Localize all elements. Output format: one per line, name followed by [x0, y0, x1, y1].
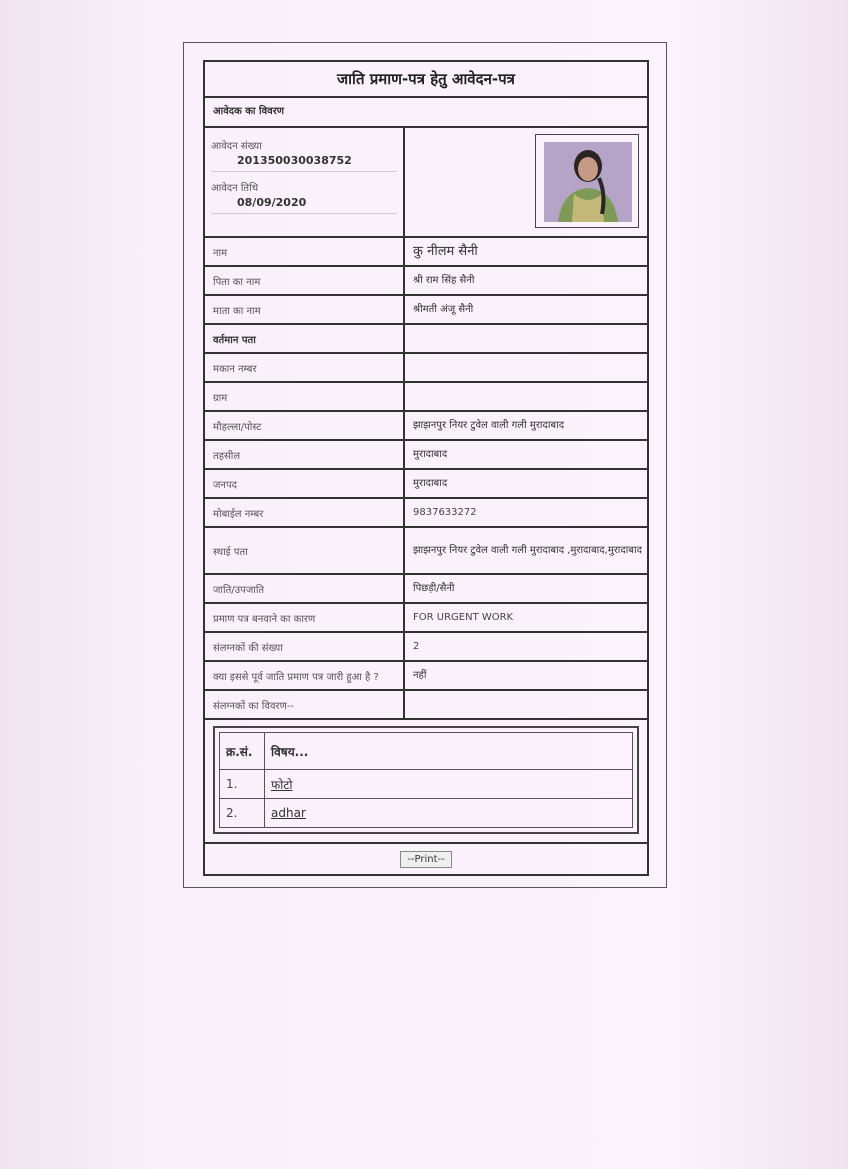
- row-value: झाझनपुर नियर टुवेल वाली गली मुरादाबाद: [413, 419, 565, 431]
- divider: [211, 213, 397, 214]
- row-value: [405, 383, 647, 410]
- row-label: वर्तमान पता: [205, 325, 405, 352]
- applicant-photo: [544, 142, 632, 222]
- row-label: प्रमाण पत्र बनवाने का कारण: [205, 604, 405, 631]
- row-value: श्रीमती अंजू सैनी: [413, 303, 474, 315]
- row-label: नाम: [205, 238, 405, 265]
- row-reason: [205, 604, 647, 633]
- row-father-name: [205, 267, 647, 296]
- application-number: 201350030038752: [237, 154, 352, 167]
- row-label: संलग्नकों का विवरण--: [205, 691, 405, 718]
- application-number-label: आवेदन संख्या: [211, 141, 262, 152]
- attachment-cell: [265, 799, 633, 828]
- row-value: 9837633272: [413, 506, 477, 518]
- row-attachment-details: [205, 691, 647, 720]
- attachment-link[interactable]: फोटो: [271, 777, 293, 792]
- row-label: स्थाई पता: [205, 528, 405, 573]
- row-label: मकान नम्बर: [205, 354, 405, 381]
- row-house-number: [205, 354, 647, 383]
- print-button[interactable]: --Print--: [400, 851, 451, 868]
- form-title: जाति प्रमाण-पत्र हेतु आवेदन-पत्र: [205, 62, 647, 98]
- row-value: [405, 354, 647, 381]
- application-form: [203, 60, 649, 876]
- section-heading: आवेदक का विवरण: [205, 98, 647, 128]
- attachments-section: [205, 720, 647, 844]
- attachment-link[interactable]: adhar: [271, 806, 306, 820]
- row-value: [405, 325, 647, 352]
- attachment-cell: [265, 770, 633, 799]
- row-attachment-count: [205, 633, 647, 662]
- application-date-label: आवेदन तिथि: [211, 183, 259, 194]
- print-row: [205, 844, 647, 874]
- application-info-row: [205, 128, 647, 238]
- row-value: मुरादाबाद: [413, 477, 448, 489]
- row-value: [405, 691, 647, 718]
- attachment-sn: 2.: [220, 799, 265, 828]
- row-label: जनपद: [205, 470, 405, 497]
- row-label: क्या इससे पूर्व जाति प्रमाण पत्र जारी हुआ है ?: [205, 662, 405, 689]
- table-row: [220, 799, 633, 828]
- row-value: पिछड़ी/सैनी: [413, 582, 455, 594]
- row-district: [205, 470, 647, 499]
- row-label: पिता का नाम: [205, 267, 405, 294]
- table-header-row: [220, 733, 633, 770]
- row-caste: [205, 575, 647, 604]
- row-mother-name: [205, 296, 647, 325]
- row-previous-certificate: [205, 662, 647, 691]
- row-label: संलग्नकों की संख्या: [205, 633, 405, 660]
- attachments-box: [213, 726, 639, 834]
- row-locality: [205, 412, 647, 441]
- application-info: [205, 128, 405, 236]
- photo-cell: [405, 128, 647, 236]
- row-value: FOR URGENT WORK: [413, 611, 514, 623]
- row-mobile: [205, 499, 647, 528]
- row-value: झाझनपुर नियर टुवेल वाली गली मुरादाबाद ,मुरादाबाद,मुरादाबाद: [413, 544, 642, 556]
- row-value: 2: [413, 640, 420, 652]
- row-value: कु नीलम सैनी: [413, 243, 478, 259]
- row-label: मोबाईल नम्बर: [205, 499, 405, 526]
- divider: [211, 171, 397, 172]
- row-label: मौहल्ला/पोस्ट: [205, 412, 405, 439]
- attachment-sn: 1.: [220, 770, 265, 799]
- applicant-photo-frame: [535, 134, 639, 228]
- row-tehsil: [205, 441, 647, 470]
- table-row: [220, 770, 633, 799]
- row-name: [205, 238, 647, 267]
- column-header-subject: विषय...: [265, 733, 633, 770]
- row-label: जाति/उपजाति: [205, 575, 405, 602]
- row-label: ग्राम: [205, 383, 405, 410]
- row-label: तहसील: [205, 441, 405, 468]
- row-label: माता का नाम: [205, 296, 405, 323]
- column-header-sn: क्र.सं.: [220, 733, 265, 770]
- row-current-address: [205, 325, 647, 354]
- row-village: [205, 383, 647, 412]
- row-permanent-address: [205, 528, 647, 575]
- row-value: नहीं: [413, 669, 427, 681]
- row-value: श्री राम सिंह सैनी: [413, 274, 475, 286]
- person-silhouette-icon: [544, 142, 632, 222]
- attachments-table: [219, 732, 633, 828]
- application-date: 08/09/2020: [237, 196, 307, 209]
- row-value: मुरादाबाद: [413, 448, 448, 460]
